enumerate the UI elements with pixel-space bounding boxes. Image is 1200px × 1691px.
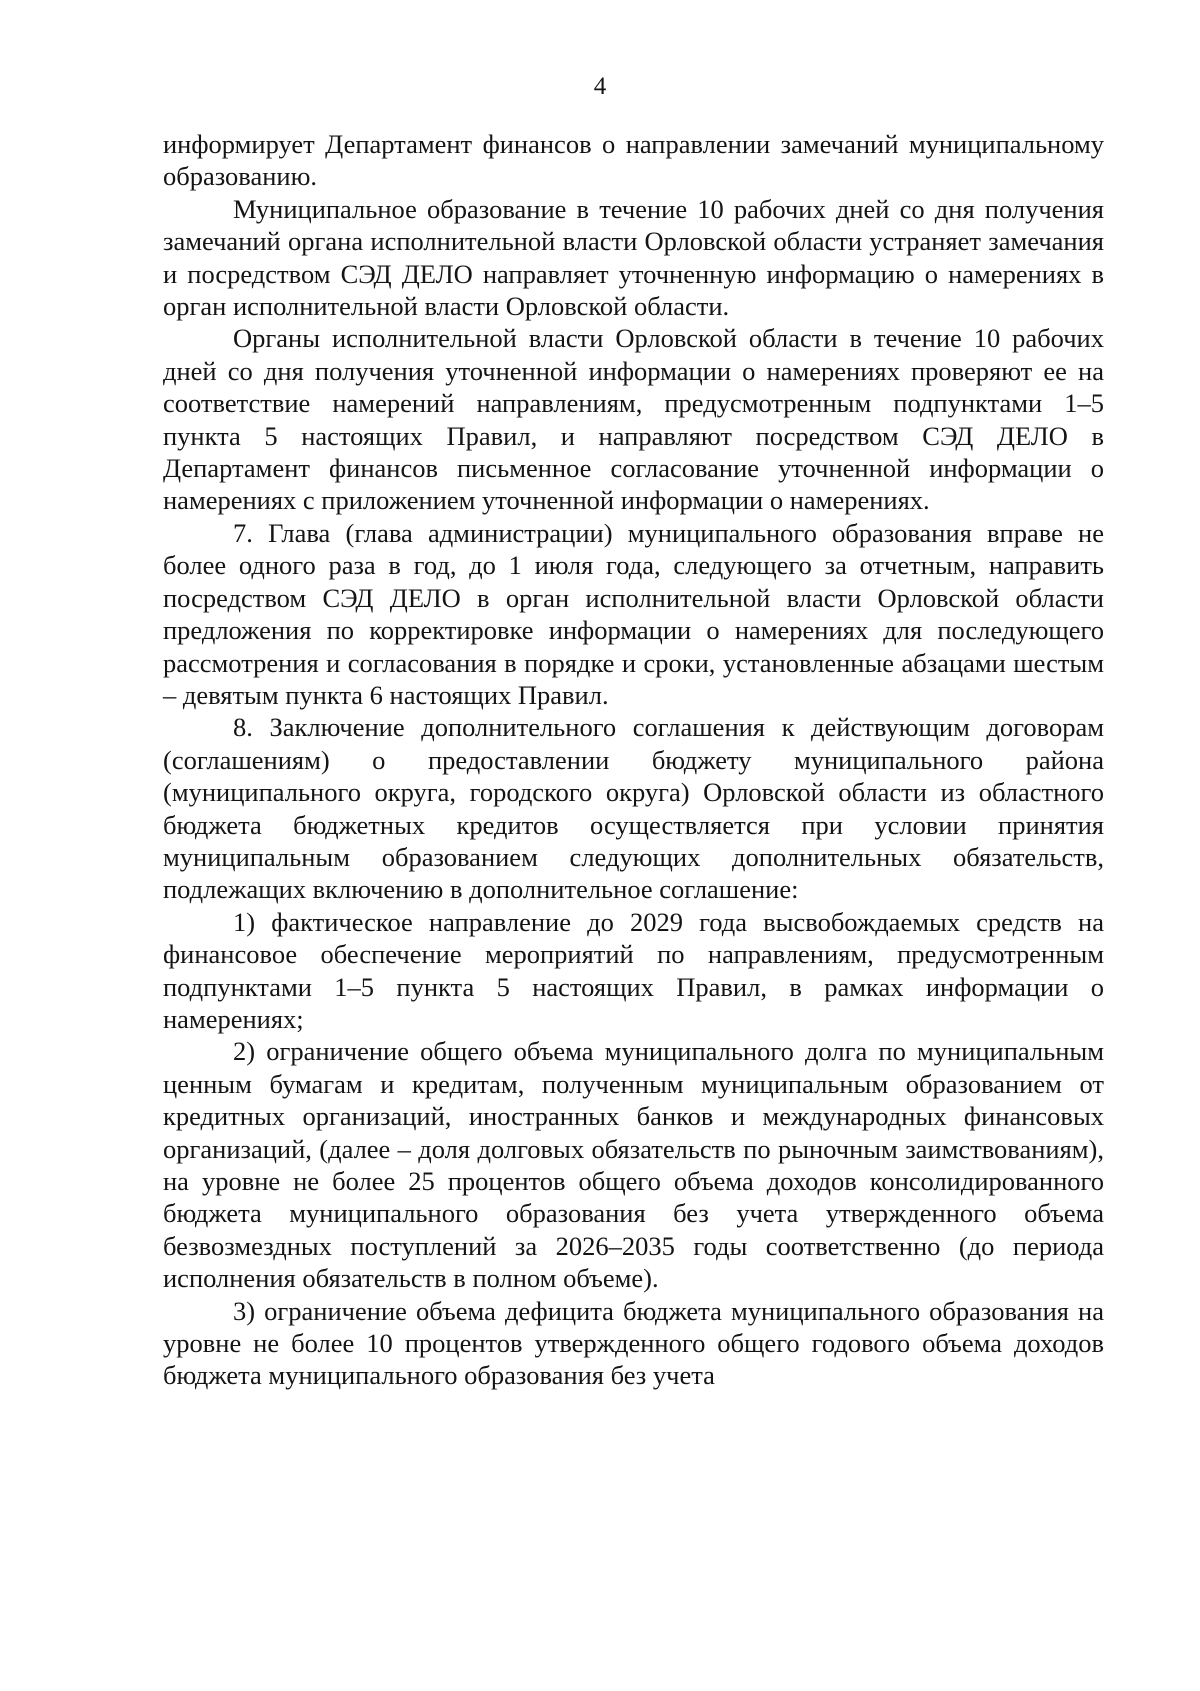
document-body — [163, 128, 1104, 1392]
paragraph-2: Муниципальное образование в течение 10 рабочих дней со дня получения замечаний органа исполнительной власти Орловской области устраняет замечания и посредством СЭД ДЕЛО направляет уточненную информацию о намерениях в орган исполнительной власти Орловской области. — [163, 193, 1104, 322]
paragraph-subitem-2: 2) ограничение общего объема муниципального долга по муниципальным ценным бумагам и кредитам, полученным муниципальным образованием от кредитных организаций, иностранных банков и международных финансовых организаций, (далее – доля долговых обязательств по рыночным заимствованиям), на уровне не более 25 процентов общего объема доходов консолидированного бюджета муниципального образования без учета утвержденного объема безвозмездных поступлений за 2026–2035 годы соответственно (до периода исполнения обязательств в полном объеме). — [163, 1036, 1104, 1294]
paragraph-3: Органы исполнительной власти Орловской области в течение 10 рабочих дней со дня получения уточненной информации о намерениях проверяют ее на соответствие намерений направлениям, предусмотренным подпунктами 1–5 пункта 5 настоящих Правил, и направляют посредством СЭД ДЕЛО в Департамент финансов письменное согласование уточненной информации о намерениях с приложением уточненной информации о намерениях. — [163, 323, 1104, 516]
page-number: 4 — [593, 73, 607, 100]
paragraph-item-7: 7. Глава (глава администрации) муниципального образования вправе не более одного раза в год, до 1 июля года, следующего за отчетным, направить посредством СЭД ДЕЛО в орган исполнительной власти Орловской области предложения по корректировке информации о намерениях для последующего рассмотрения и согласования в порядке и сроки, установленные абзацами шестым – девятым пункта 6 настоящих Правил. — [163, 517, 1104, 710]
paragraph-item-8: 8. Заключение дополнительного соглашения к действующим договорам (соглашениям) о предоставлении бюджету муниципального района (муниципального округа, городского округа) Орловской области из областного бюджета бюджетных кредитов осуществляется при условии принятия муниципальным образованием следующих дополнительных обязательств, подлежащих включению в дополнительное соглашение: — [163, 712, 1104, 905]
paragraph-subitem-3: 3) ограничение объема дефицита бюджета муниципального образования на уровне не более 10 процентов утвержденного общего годового объема доходов бюджета муниципального образования без учета — [163, 1295, 1104, 1391]
paragraph-subitem-1: 1) фактическое направление до 2029 года высвобождаемых средств на финансовое обеспечение мероприятий по направлениям, предусмотренным подпунктами 1–5 пункта 5 настоящих Правил, в рамках информации о намерениях; — [163, 906, 1104, 1034]
paragraph-1: информирует Департамент финансов о направлении замечаний муниципальному образованию. — [163, 129, 1104, 192]
